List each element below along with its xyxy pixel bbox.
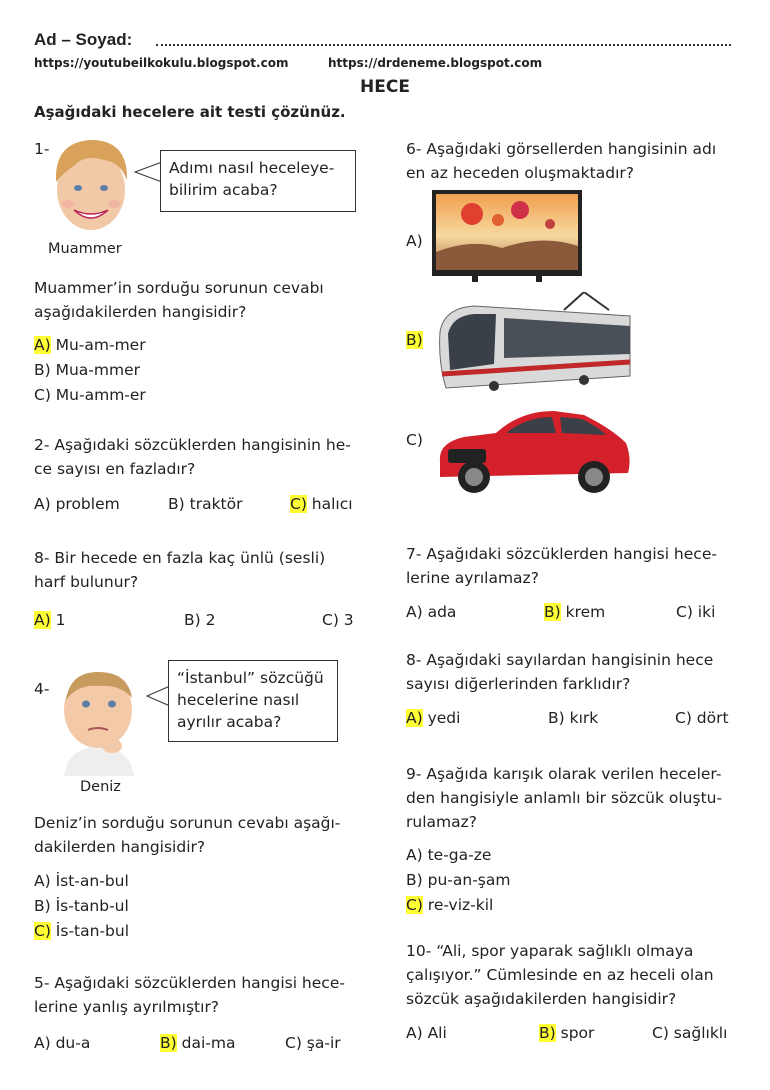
option-text: dai-ma xyxy=(176,1034,236,1052)
q9-option-b[interactable] xyxy=(406,868,510,892)
q8-option-a[interactable] xyxy=(406,706,460,730)
option-letter: B) xyxy=(34,897,51,915)
question-line: 2- Aşağıdaki sözcüklerden hangisinin he- xyxy=(34,436,351,454)
question-line: dakilerden hangisidir? xyxy=(34,838,206,856)
option-text: şa-ir xyxy=(301,1034,341,1052)
option-text: 2 xyxy=(200,611,216,629)
option-text: problem xyxy=(50,495,120,513)
option-text: 1 xyxy=(50,611,66,629)
option-letter: C) xyxy=(406,431,423,449)
bubble-tail xyxy=(133,160,163,184)
q9-text xyxy=(406,762,722,834)
question-line: en az heceden oluşmaktadır? xyxy=(406,164,634,182)
name-fill-line[interactable] xyxy=(156,36,731,46)
boy-image xyxy=(44,132,138,240)
option-letter: C) xyxy=(676,603,693,621)
q6-option-c[interactable] xyxy=(406,428,423,452)
option-letter: C) xyxy=(406,896,423,914)
option-letter: A) xyxy=(34,495,51,513)
question-line: çalışıyor.” Cümlesinde en az heceli olan xyxy=(406,966,714,984)
q5-option-c[interactable] xyxy=(285,1031,341,1055)
option-letter: C) xyxy=(285,1034,302,1052)
option-text: te-ga-ze xyxy=(422,846,492,864)
instruction: Aşağıdaki hecelere ait testi çözünüz. xyxy=(34,103,346,121)
option-text: pu-an-şam xyxy=(422,871,511,889)
q4-number: 4- xyxy=(34,680,50,698)
q4-option-c[interactable] xyxy=(34,919,129,943)
q10-option-a[interactable] xyxy=(406,1021,447,1045)
option-letter: B) xyxy=(406,871,423,889)
option-text: iki xyxy=(692,603,716,621)
option-text: İs-tanb-ul xyxy=(50,897,129,915)
q8-text xyxy=(406,648,713,696)
question-line: ce sayısı en fazladır? xyxy=(34,460,196,478)
q7-text xyxy=(406,542,717,590)
bubble-line: bilirim acaba? xyxy=(169,181,278,199)
question-line: 6- Aşağıdaki görsellerden hangisinin adı xyxy=(406,140,717,158)
q8-option-b[interactable] xyxy=(548,706,598,730)
option-letter: A) xyxy=(34,1034,51,1052)
option-letter: A) xyxy=(406,709,423,727)
q9-option-c[interactable] xyxy=(406,893,493,917)
q6-option-b[interactable] xyxy=(406,328,423,352)
option-text: Ali xyxy=(422,1024,447,1042)
option-letter: C) xyxy=(652,1024,669,1042)
q9-option-a[interactable] xyxy=(406,843,491,867)
question-line: lerine yanlış ayrılmıştır? xyxy=(34,998,220,1016)
q3-option-b[interactable] xyxy=(184,608,215,632)
q3-option-a[interactable] xyxy=(34,608,65,632)
q7-option-b[interactable] xyxy=(544,600,605,624)
tv-icon[interactable] xyxy=(432,190,582,282)
option-letter: A) xyxy=(406,846,423,864)
option-text: halıcı xyxy=(306,495,353,513)
child-image xyxy=(50,664,146,776)
option-letter: B) xyxy=(406,331,423,349)
link-drdeneme[interactable]: https://drdeneme.blogspot.com xyxy=(328,56,543,70)
option-letter: A) xyxy=(34,611,51,629)
option-letter: C) xyxy=(675,709,692,727)
question-line: 5- Aşağıdaki sözcüklerden hangisi hece- xyxy=(34,974,345,992)
option-letter: C) xyxy=(322,611,339,629)
option-text: traktör xyxy=(184,495,243,513)
q4-caption: Deniz xyxy=(80,779,121,795)
q5-text xyxy=(34,971,345,1019)
option-text: re-viz-kil xyxy=(422,896,494,914)
option-letter: B) xyxy=(160,1034,177,1052)
option-text: krem xyxy=(560,603,606,621)
q4-speech-bubble xyxy=(168,660,338,742)
option-letter: C) xyxy=(34,922,51,940)
question-line: sözcük aşağıdakilerden hangisidir? xyxy=(406,990,677,1008)
option-letter: B) xyxy=(539,1024,556,1042)
option-letter: B) xyxy=(548,709,565,727)
page-title: HECE xyxy=(360,77,410,97)
q4-option-a[interactable] xyxy=(34,869,129,893)
question-line: harf bulunur? xyxy=(34,573,139,591)
option-text: 3 xyxy=(338,611,354,629)
q2-text xyxy=(34,433,351,481)
q3-text xyxy=(34,546,325,594)
question-line: 7- Aşağıdaki sözcüklerden hangisi hece- xyxy=(406,545,717,563)
q10-option-b[interactable] xyxy=(539,1021,594,1045)
option-letter: A) xyxy=(406,232,423,250)
option-text: ada xyxy=(422,603,457,621)
question-line: den hangisiyle anlamlı bir sözcük oluştu- xyxy=(406,789,723,807)
name-label: Ad – Soyad: xyxy=(34,30,133,49)
q1-number: 1- xyxy=(34,140,50,158)
option-letter: C) xyxy=(290,495,307,513)
q3-option-c[interactable] xyxy=(322,608,354,632)
option-text: spor xyxy=(555,1024,595,1042)
q1-option-b[interactable] xyxy=(34,358,140,382)
q1-option-a[interactable] xyxy=(34,333,146,357)
bubble-line: Adımı nasıl heceleye- xyxy=(169,159,335,177)
bubble-line: “İstanbul” sözcüğü xyxy=(177,669,324,687)
link-youtube[interactable]: https://youtubeilkokulu.blogspot.com xyxy=(34,56,289,70)
q7-option-c[interactable] xyxy=(676,600,715,624)
option-letter: B) xyxy=(184,611,201,629)
option-text: kırk xyxy=(564,709,599,727)
q1-caption: Muammer xyxy=(48,241,122,257)
q6-option-a[interactable] xyxy=(406,229,423,253)
q2-option-c[interactable] xyxy=(290,492,353,516)
option-letter: A) xyxy=(406,1024,423,1042)
question-line: rulamaz? xyxy=(406,813,477,831)
option-text: sağlıklı xyxy=(668,1024,728,1042)
question-line: 8- Bir hecede en fazla kaç ünlü (sesli) xyxy=(34,549,326,567)
q2-option-b[interactable] xyxy=(168,492,242,516)
option-text: Mu-amm-er xyxy=(50,386,146,404)
option-text: yedi xyxy=(422,709,461,727)
question-line: 10- “Ali, spor yaparak sağlıklı olmaya xyxy=(406,942,694,960)
q6-text xyxy=(406,137,716,185)
q4-option-b[interactable] xyxy=(34,894,129,918)
q5-option-b[interactable] xyxy=(160,1031,235,1055)
bubble-line: hecelerine nasıl xyxy=(177,691,300,709)
option-text: İs-tan-bul xyxy=(50,922,130,940)
bubble-line: ayrılır acaba? xyxy=(177,713,282,731)
question-line: Muammer’in sorduğu sorunun cevabı xyxy=(34,279,324,297)
q7-option-a[interactable] xyxy=(406,600,456,624)
q8-option-c[interactable] xyxy=(675,706,729,730)
option-text: Mua-mmer xyxy=(50,361,141,379)
q2-option-a[interactable] xyxy=(34,492,120,516)
car-icon[interactable] xyxy=(434,403,634,495)
question-line: 9- Aşağıda karışık olarak verilen heceler- xyxy=(406,765,722,783)
option-letter: A) xyxy=(34,872,51,890)
option-text: Mu-am-mer xyxy=(50,336,146,354)
option-letter: B) xyxy=(168,495,185,513)
question-line: Deniz’in sorduğu sorunun cevabı aşağı- xyxy=(34,814,341,832)
question-line: lerine ayrılamaz? xyxy=(406,569,539,587)
option-text: du-a xyxy=(50,1034,91,1052)
option-letter: A) xyxy=(406,603,423,621)
option-letter: A) xyxy=(34,336,51,354)
question-line: sayısı diğerlerinden farklıdır? xyxy=(406,675,631,693)
question-line: 8- Aşağıdaki sayılardan hangisinin hece xyxy=(406,651,714,669)
tram-icon[interactable] xyxy=(434,292,634,392)
option-text: dört xyxy=(691,709,729,727)
question-line: aşağıdakilerden hangisidir? xyxy=(34,303,247,321)
q1-option-c[interactable] xyxy=(34,383,146,407)
option-text: İst-an-bul xyxy=(50,872,129,890)
q1-text xyxy=(34,276,324,324)
q1-speech-bubble xyxy=(160,150,356,212)
option-letter: C) xyxy=(34,386,51,404)
q10-option-c[interactable] xyxy=(652,1021,727,1045)
q5-option-a[interactable] xyxy=(34,1031,90,1055)
option-letter: B) xyxy=(34,361,51,379)
option-letter: B) xyxy=(544,603,561,621)
q10-text xyxy=(406,939,714,1011)
q4-text xyxy=(34,811,340,859)
